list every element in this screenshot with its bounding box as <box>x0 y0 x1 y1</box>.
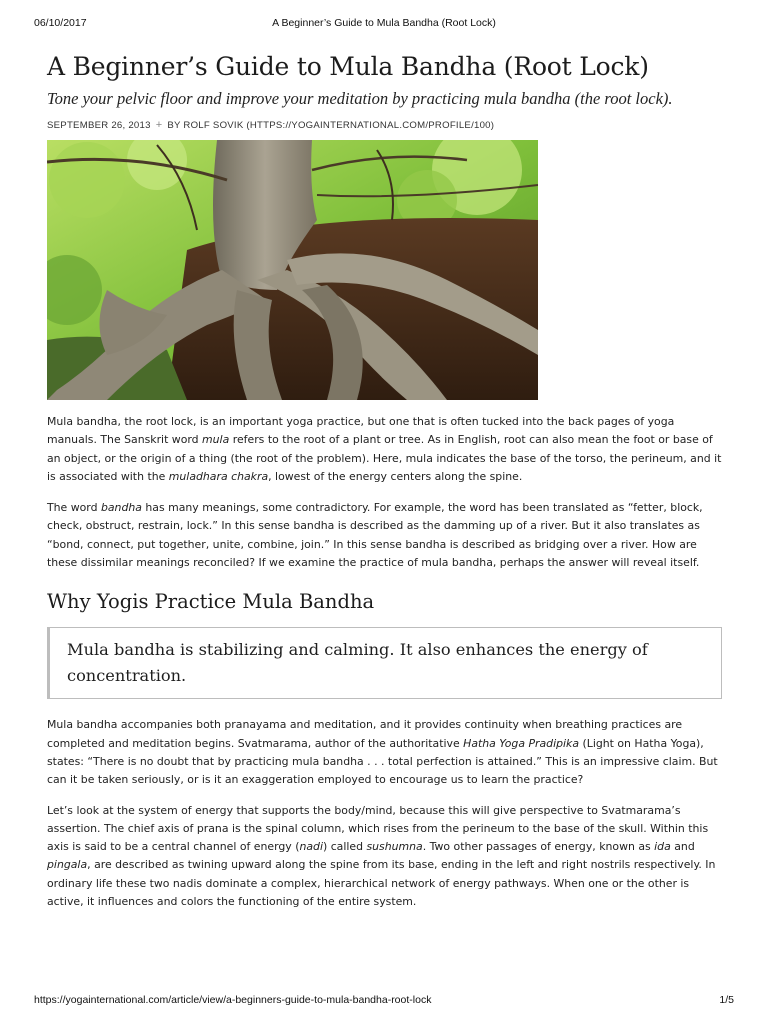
article-title: A Beginner’s Guide to Mula Bandha (Root Lock) <box>47 52 649 81</box>
hero-image-tree-roots <box>47 140 538 400</box>
page-number: 1/5 <box>719 994 734 1006</box>
paragraph-bandha-meaning: The word bandha has many meanings, some contradictory. For example, the word has been translated as “fetter, block, check, obstruct, restrain, lock.” In this sense bandha is described as the damming up of a river. But it also translates as “bond, connect, put together, unite, combine, join.” In this sense bandha is described as bridging over a river. How are these dissimilar meanings reconciled? If we examine the practice of mula bandha, perhaps the answer will reveal itself. <box>47 501 703 570</box>
paragraph-intro: Mula bandha, the root lock, is an important yoga practice, but one that is often tucked into the back pages of yoga manuals. The Sanskrit word mula refers to the root of a plant or tree. As in English, root can also mean the foot or base of an object, or the origin of a thing (the root of the problem). Here, mula indicates the base of the torso, the perineum, and it is associated with the muladhara chakra, lowest of the energy centers along the spine. <box>47 415 722 483</box>
section-heading: Why Yogis Practice Mula Bandha <box>47 590 375 614</box>
paragraph-pranayama: Mula bandha accompanies both pranayama and meditation, and it provides continuity when breathing practices are completed and meditation begins. Svatmarama, author of the authoritative Hatha Yoga Pradipika (Light on Hatha Yoga), states: “There is no doubt that by practicing mula bandha . . . total perfection is attained.” This is an impressive claim. But can it be taken seriously, or is it an exaggeration employed to encourage us to learn the practice? <box>47 718 718 787</box>
article-subtitle: Tone your pelvic floor and improve your meditation by practicing mula bandha (the root lock). <box>47 89 673 108</box>
publish-date: SEPTEMBER 26, 2013 <box>47 120 151 131</box>
print-header <box>34 17 734 31</box>
footer-url-link[interactable]: https://yogainternational.com/article/view/a-beginners-guide-to-mula-bandha-root-lock <box>34 994 432 1006</box>
pull-quote: Mula bandha is stabilizing and calming. It also enhances the energy of concentration. <box>47 627 722 699</box>
author-link[interactable]: BY ROLF SOVIK (HTTPS://YOGAINTERNATIONAL.COM/PROFILE/100) <box>167 120 495 131</box>
print-page-title: A Beginner’s Guide to Mula Bandha (Root Lock) <box>272 17 496 29</box>
byline <box>47 119 727 132</box>
article-body <box>47 413 727 911</box>
print-date: 06/10/2017 <box>34 17 87 29</box>
article <box>47 50 727 911</box>
plus-separator-icon: + <box>155 119 163 131</box>
paragraph-energy-system: Let’s look at the system of energy that supports the body/mind, because this will give perspective to Svatmarama’s assertion. The chief axis of prana is the spinal column, which rises from the perineum to the base of the skull. Within this axis is said to be a central channel of energy (nadi) called sushumna. Two other passages of energy, known as ida and pingala, are described as twining upward along the spine from its base, ending in the left and right nostrils respectively. In ordinary life these two nadis dominate a complex, hierarchical network of energy pathways. When one or the other is active, it influences and colors the functioning of the entire system. <box>47 803 716 909</box>
